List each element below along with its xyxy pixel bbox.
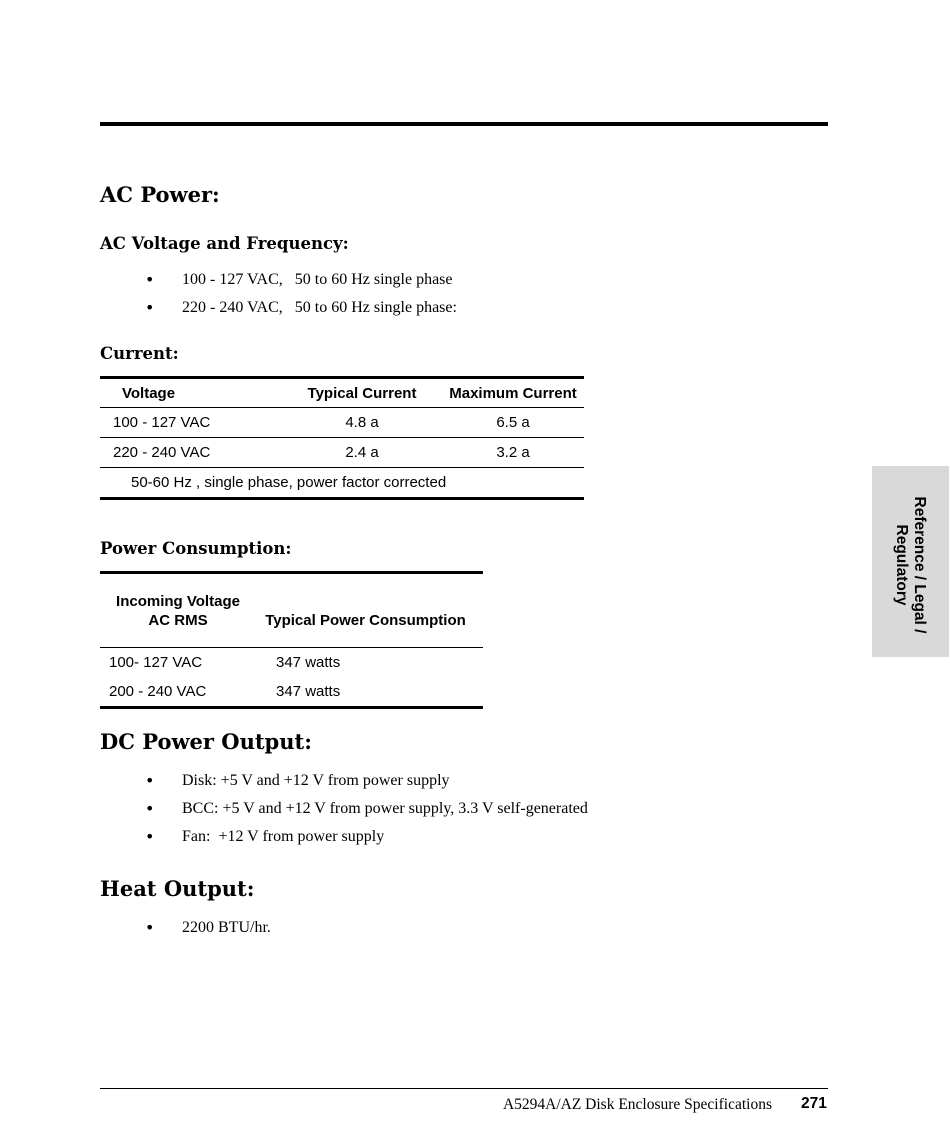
table-cell: 347 watts bbox=[276, 683, 341, 700]
section-tab[interactable] bbox=[872, 466, 949, 657]
table-row bbox=[100, 408, 584, 438]
table-cell: 3.2 a bbox=[442, 438, 584, 468]
bullet-icon: • bbox=[145, 799, 155, 818]
table-note: 50-60 Hz , single phase, power factor corrected bbox=[100, 468, 584, 499]
bottom-rule bbox=[100, 1088, 828, 1089]
table-cell: 2.4 a bbox=[282, 438, 442, 468]
table-row bbox=[100, 438, 584, 468]
footer-title: A5294A/AZ Disk Enclosure Specifications bbox=[502, 1096, 772, 1113]
heat-output-heading: Heat Output: bbox=[100, 876, 255, 901]
table-row bbox=[100, 648, 483, 678]
current-table bbox=[100, 376, 584, 500]
table-note-row bbox=[100, 468, 584, 499]
column-header: Maximum Current bbox=[449, 384, 577, 402]
power-consumption-table bbox=[100, 571, 483, 709]
table-cell: 100- 127 VAC bbox=[100, 648, 248, 678]
bullet-icon: • bbox=[145, 771, 155, 790]
column-header: Typical Power Consumption bbox=[265, 611, 466, 629]
voltage-frequency-heading: AC Voltage and Frequency: bbox=[100, 234, 349, 253]
table-cell: 6.5 a bbox=[442, 408, 584, 438]
dc-power-heading: DC Power Output: bbox=[100, 729, 312, 754]
column-header: Incoming Voltage AC RMS bbox=[116, 592, 240, 629]
bullet-icon: • bbox=[145, 298, 155, 317]
bullet-icon: • bbox=[145, 918, 155, 937]
current-heading: Current: bbox=[100, 344, 179, 363]
column-header: Voltage bbox=[122, 384, 176, 402]
section-tab-label: Reference / Legal / Regulatory bbox=[893, 496, 928, 634]
power-consumption-heading: Power Consumption: bbox=[100, 539, 292, 558]
ac-power-heading: AC Power: bbox=[100, 182, 220, 207]
table-header-row bbox=[100, 378, 584, 408]
top-rule bbox=[100, 122, 828, 126]
page-number: 271 bbox=[801, 1095, 827, 1112]
bullet-icon: • bbox=[145, 827, 155, 846]
table-cell: 200 - 240 VAC bbox=[109, 683, 207, 700]
table-cell: 100 - 127 VAC bbox=[100, 408, 282, 438]
table-cell: 4.8 a bbox=[282, 408, 442, 438]
bullet-icon: • bbox=[145, 270, 155, 289]
table-header-row bbox=[100, 573, 483, 648]
table-cell: 220 - 240 VAC bbox=[100, 438, 282, 468]
table-cell: 347 watts bbox=[248, 648, 483, 678]
column-header: Typical Current bbox=[307, 384, 417, 402]
table-row bbox=[100, 677, 483, 708]
